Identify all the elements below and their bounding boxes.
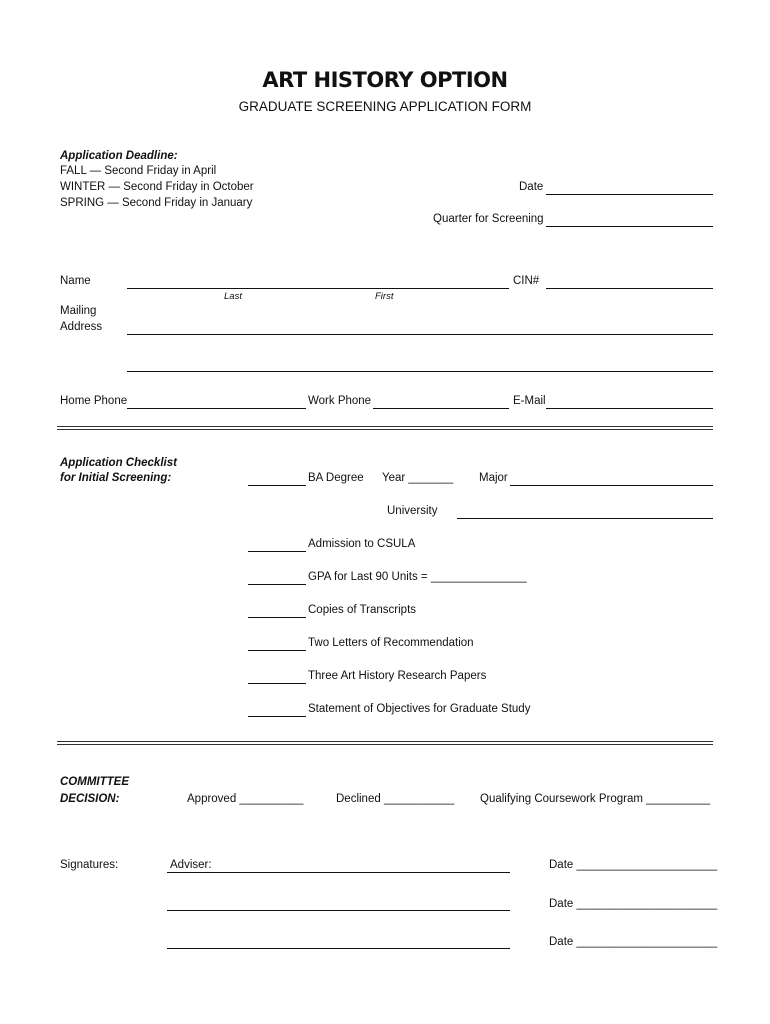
email-label: E-Mail	[513, 395, 546, 407]
year-field[interactable]: Year _______	[382, 472, 454, 484]
address-field-line2[interactable]	[127, 371, 713, 372]
major-label: Major	[479, 472, 508, 484]
home-phone-label: Home Phone	[60, 395, 128, 407]
quarter-label: Quarter for Screening	[433, 213, 544, 225]
ba-degree-label: BA Degree	[308, 472, 364, 484]
checklist-check[interactable]	[248, 617, 306, 618]
cin-field[interactable]	[546, 288, 713, 289]
cin-label: CIN#	[513, 275, 540, 287]
declined-field[interactable]: Declined ___________	[336, 793, 455, 805]
address-label: Address	[60, 321, 103, 333]
date-label: Date	[519, 181, 544, 193]
home-phone-field[interactable]	[127, 408, 306, 409]
checklist-item: Three Art History Research Papers	[308, 670, 487, 682]
checklist-item: Copies of Transcripts	[308, 604, 417, 616]
checklist-check[interactable]	[248, 650, 306, 651]
checklist-item: Two Letters of Recommendation	[308, 637, 474, 649]
university-field[interactable]	[457, 518, 713, 519]
name-field[interactable]	[127, 288, 509, 289]
checklist-check[interactable]	[248, 551, 306, 552]
form-title: ART HISTORY OPTION	[262, 68, 508, 92]
deadline-fall: FALL — Second Friday in April	[60, 165, 217, 177]
deadline-winter: WINTER — Second Friday in October	[60, 181, 254, 193]
last-name-caption: Last	[224, 291, 242, 302]
checklist-item: Admission to CSULA	[308, 538, 416, 550]
checklist-item: Statement of Objectives for Graduate Study	[308, 703, 531, 715]
qualifying-field[interactable]: Qualifying Coursework Program __________	[480, 793, 711, 805]
signature-date-field[interactable]: Date ______________________	[549, 898, 718, 910]
signature-field-3[interactable]	[167, 948, 510, 949]
first-name-caption: First	[375, 291, 394, 302]
deadline-heading: Application Deadline:	[60, 150, 178, 162]
adviser-signature-field[interactable]	[167, 872, 510, 873]
university-label: University	[387, 505, 438, 517]
committee-heading-1: COMMITTEE	[60, 776, 129, 788]
checklist-heading-1: Application Checklist	[60, 457, 177, 469]
quarter-field[interactable]	[546, 226, 713, 227]
form-subtitle: GRADUATE SCREENING APPLICATION FORM	[238, 99, 532, 114]
signature-date-field[interactable]: Date ______________________	[549, 859, 718, 871]
date-field[interactable]	[546, 194, 713, 195]
ba-degree-check[interactable]	[248, 485, 306, 486]
work-phone-field[interactable]	[373, 408, 509, 409]
signature-field-2[interactable]	[167, 910, 510, 911]
approved-field[interactable]: Approved __________	[187, 793, 304, 805]
checklist-check[interactable]	[248, 584, 306, 585]
mailing-label: Mailing	[60, 305, 97, 317]
section-divider	[57, 426, 713, 430]
checklist-check[interactable]	[248, 716, 306, 717]
deadline-spring: SPRING — Second Friday in January	[60, 197, 253, 209]
signatures-label: Signatures:	[60, 859, 119, 871]
adviser-label: Adviser:	[170, 859, 212, 871]
major-field[interactable]	[510, 485, 713, 486]
name-label: Name	[60, 275, 91, 287]
email-field[interactable]	[546, 408, 713, 409]
checklist-check[interactable]	[248, 683, 306, 684]
section-divider	[57, 741, 713, 745]
signature-date-field[interactable]: Date ______________________	[549, 936, 718, 948]
committee-heading-2: DECISION:	[60, 793, 120, 805]
work-phone-label: Work Phone	[308, 395, 372, 407]
checklist-heading-2: for Initial Screening:	[60, 472, 172, 484]
address-field-line1[interactable]	[127, 334, 713, 335]
checklist-item: GPA for Last 90 Units = _______________	[308, 571, 527, 583]
